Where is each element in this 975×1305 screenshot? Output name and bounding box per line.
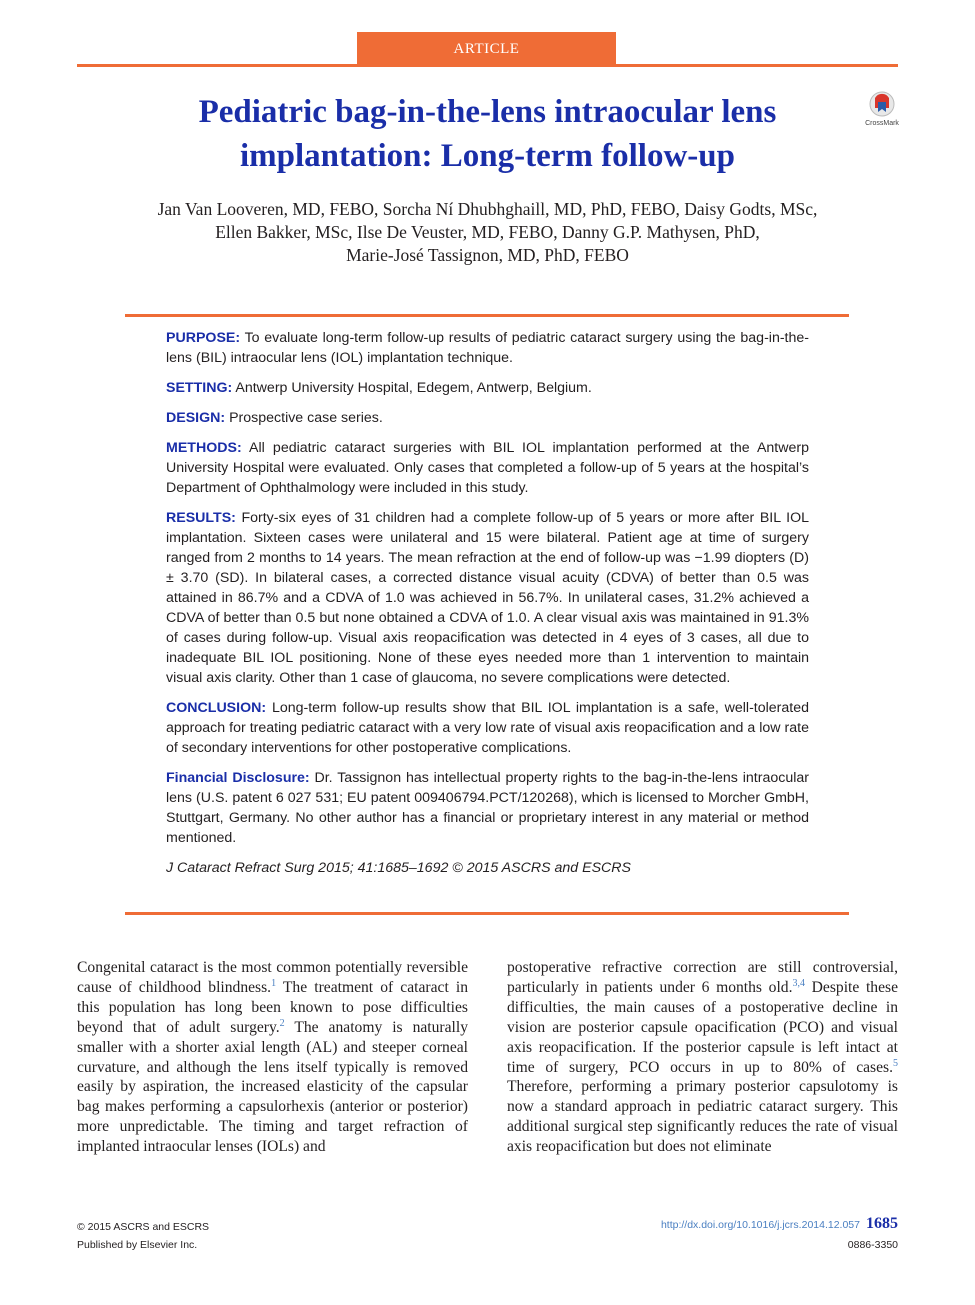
methods-text: All pediatric cataract surgeries with BIL IOL implantation performed at the Antwerp University Hospital were evaluated. Only cases that completed a follow-up of 5 years at the hospital’s Department of Ophthalmology were included in this study. [166,440,809,496]
results-label: RESULTS: [166,510,236,526]
doi-link[interactable]: http://dx.doi.org/10.1016/j.jcrs.2014.12.057 [660,1219,860,1231]
author-list [95,198,880,267]
body-paragraph-left [77,958,468,1157]
body-column-right [507,958,898,1157]
body-text: postoperative refractive correction are still controversial, particularly in patients under 6 months old. [507,959,898,996]
abstract-design [166,408,809,428]
conclusion-text: Long-term follow-up results show that BIL IOL implantation is a safe, well-tolerated approach for treating pediatric cataract with a very low rate of visual axis reopacification and a low rate of secondary interventions for other postoperative complications. [166,700,809,756]
body-paragraph-right [507,958,898,1157]
abstract [166,328,809,888]
abstract-purpose [166,328,809,368]
abstract-bottom-rule [125,912,849,915]
disclosure-label: Financial Disclosure: [166,770,310,786]
footer-publisher: Published by Elsevier Inc. [77,1239,198,1251]
authors-line-2: Ellen Bakker, MSc, Ilse De Veuster, MD, FEBO, Danny G.P. Mathysen, PhD, [215,222,760,242]
article-title [110,90,865,178]
footer-left [77,1218,209,1254]
design-text: Prospective case series. [229,410,383,426]
abstract-setting [166,378,809,398]
abstract-methods [166,438,809,498]
abstract-top-rule [125,314,849,317]
results-text: Forty-six eyes of 31 children had a complete follow-up of 5 years or more after BIL IOL implantation. Sixteen cases were unilateral and 15 were bilateral. Patient age at time of surgery ranged from 2 months to 14 years. The mean refraction at the end of follow-up was −1.99 diopters (D) ± 3.70 (SD). In bilateral cases, a corrected distance visual acuity (CDVA) of better than 0.5 was attained in 86.7% and a CDVA of 1.0 was achieved in 56.7%. In unilateral cases, 31.2% achieved a CDVA of better than 0.5 but none obtained a CDVA of 1.0. A clear visual axis was maintained in 91.3% of cases during follow-up. Visual axis reopacification was detected in 4 eyes of 3 cases, all due to inadequate BIL IOL positioning. None of these eyes needed more than 1 intervention to maintain visual axis clarity. Other than 1 case of glaucoma, no severe complications were detected. [166,510,809,686]
citation-ref[interactable]: 2 [279,1017,285,1029]
authors-line-3: Marie-José Tassignon, MD, PhD, FEBO [346,245,629,265]
title-line-2: implantation: Long-term follow-up [240,138,735,174]
title-line-1: Pediatric bag-in-the-lens intraocular lens [198,94,777,130]
authors-line-1: Jan Van Looveren, MD, FEBO, Sorcha Ní Dhubhghaill, MD, PhD, FEBO, Daisy Godts, MSc, [157,199,818,219]
citation-ref[interactable]: 1 [271,977,277,989]
journal-citation: J Cataract Refract Surg 2015; 41:1685–1692 © 2015 ASCRS and ESCRS [166,860,631,876]
page-number: 1685 [866,1215,898,1232]
footer-copyright: © 2015 ASCRS and ESCRS [77,1221,210,1233]
body-column-left [77,958,468,1157]
body-text: Despite these difficulties, the main causes of a postoperative decline in vision are posterior capsule opacification (PCO) and visual axis reopacification. If the posterior capsule is left intact at time of surgery, PCO occurs in up to 80% of cases. [507,978,898,1076]
crossmark-icon[interactable] [862,90,902,128]
purpose-text: To evaluate long-term follow-up results of pediatric cataract surgery using the bag-in-the-lens (BIL) intraocular lens (IOL) implantation technique. [166,330,810,366]
methods-label: METHODS: [166,440,242,456]
design-label: DESIGN: [166,410,226,426]
setting-label: SETTING: [166,380,233,396]
body-text: Therefore, performing a primary posterior capsulotomy is now a standard approach in pediatric cataract surgery. This additional surgical step significantly reduces the rate of visual axis reopacification but does not eliminate [507,1078,898,1156]
disclosure-text: Dr. Tassignon has intellectual property rights to the bag-in-the-lens intraocular lens (U.S. patent 6 027 531; EU patent 009406794.PCT/120268), which is licensed to Morcher GmbH, Stuttgart, Germany. No other author has a financial or proprietary interest in any material or method mentioned. [166,770,809,846]
setting-text: Antwerp University Hospital, Edegem, Antwerp, Belgium. [235,380,592,396]
purpose-label: PURPOSE: [166,330,241,346]
body-text: Congenital cataract is the most common potentially reversible cause of childhood blindness. [77,959,468,996]
conclusion-label: CONCLUSION: [166,700,267,716]
abstract-disclosure [166,768,809,848]
abstract-results [166,508,809,688]
section-tag: ARTICLE [357,32,616,66]
abstract-conclusion [166,698,809,758]
body-text: The anatomy is naturally smaller with a shorter axial length (AL) and steeper corneal curvature, and although the lens itself typically is removed easily by aspiration, the increased elasticity of the capsular bag makes performing a capsulorhexis (anterior or posterior) more unpredictable. The timing and target refraction of implanted intraocular lenses (IOLs) and [77,1018,468,1156]
body-text: The treatment of cataract in this population has long been known to pose difficulties beyond that of adult surgery. [77,978,468,1036]
citation-ref[interactable]: 5 [893,1057,898,1069]
crossmark-label: CrossMark [865,120,899,127]
issn: 0886-3350 [847,1239,898,1251]
footer-right [661,1214,898,1255]
header-rule [77,64,898,67]
citation-ref[interactable]: 3,4 [792,977,805,989]
